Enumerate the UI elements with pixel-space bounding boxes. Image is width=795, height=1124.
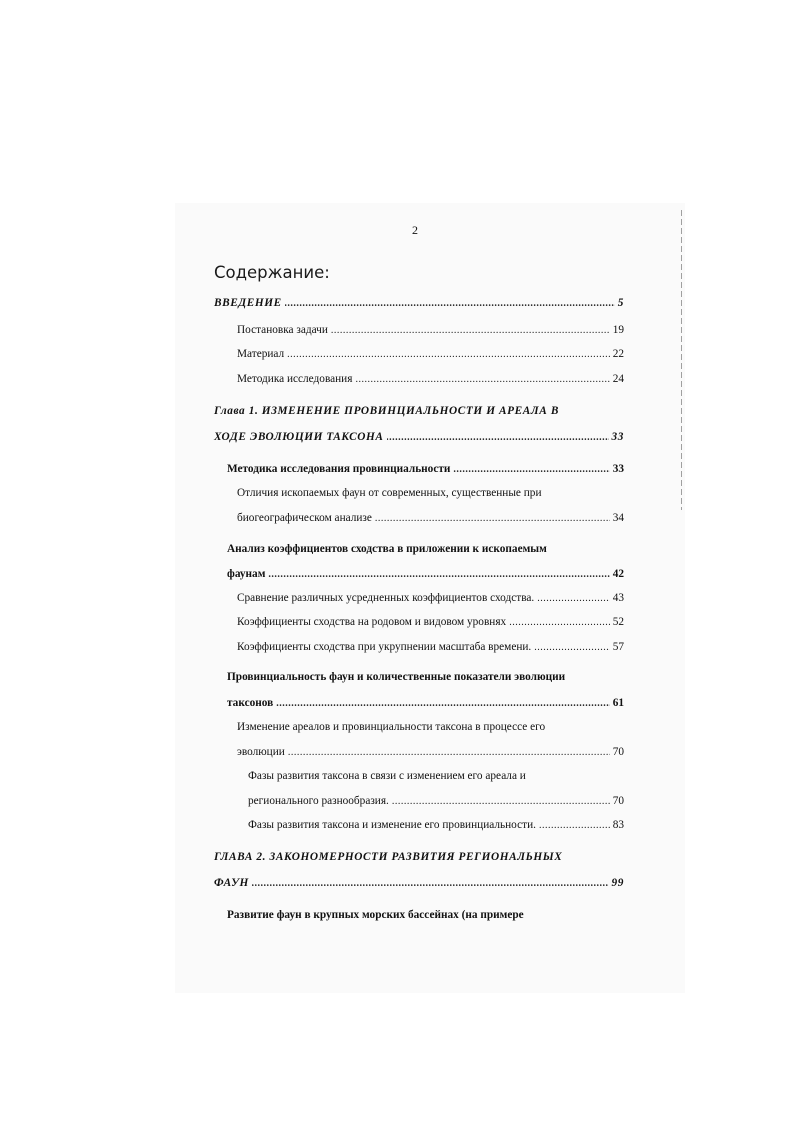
leader-dots — [288, 746, 610, 760]
toc-entry-provinciality-evolution — [227, 696, 624, 711]
leader-dots — [276, 697, 610, 711]
toc-entry-phases-range — [248, 794, 624, 809]
toc-entry-title: Коэффициенты сходства при укрупнении масштаба времени. — [237, 641, 532, 653]
toc-entry-fossil-faunas-line1: Отличия ископаемых фаун от современных, существенные при — [237, 487, 542, 499]
toc-entry-provinciality-evolution-line1: Провинциальность фаун и количественные показатели эволюции — [227, 671, 566, 683]
toc-entry-title: Фазы развития таксона и изменение его провинциальности. — [248, 819, 536, 831]
toc-entry-page: 34 — [612, 512, 624, 524]
leader-dots — [534, 641, 609, 655]
contents-heading: Содержание: — [214, 263, 330, 282]
page-edge-mark — [681, 210, 682, 510]
toc-entry-title: Постановка задачи — [237, 324, 328, 336]
toc-entry-problem-statement — [237, 323, 624, 338]
leader-dots — [287, 348, 610, 362]
toc-entry-page: 83 — [612, 819, 624, 831]
toc-entry-phases-provinciality — [248, 818, 624, 833]
toc-entry-page: 52 — [612, 616, 624, 628]
leader-dots — [375, 512, 610, 526]
toc-entry-chapter2-line1: ГЛАВА 2. ЗАКОНОМЕРНОСТИ РАЗВИТИЯ РЕГИОНАЛЬНЫХ — [214, 851, 563, 863]
toc-entry-page: 61 — [612, 697, 624, 709]
toc-entry-page: 99 — [611, 877, 624, 889]
leader-dots — [268, 568, 609, 582]
leader-dots — [252, 877, 609, 891]
leader-dots — [509, 616, 610, 630]
toc-entry-page: 33 — [611, 431, 624, 443]
toc-entry-title: Сравнение различных усредненных коэффициентов сходства. — [237, 592, 535, 604]
toc-entry-title: Коэффициенты сходства на родовом и видовом уровнях — [237, 616, 507, 628]
toc-entry-chapter1 — [214, 430, 624, 445]
toc-entry-fossil-faunas — [237, 511, 624, 526]
toc-entry-introduction — [214, 296, 624, 311]
leader-dots — [453, 463, 609, 477]
page-number: 2 — [412, 223, 418, 237]
toc-entry-page: 42 — [612, 568, 624, 580]
leader-dots — [331, 324, 610, 338]
toc-entry-page: 70 — [612, 795, 624, 807]
leader-dots — [539, 819, 610, 833]
leader-dots — [537, 592, 609, 606]
toc-entry-chapter1-line1: Глава 1. ИЗМЕНЕНИЕ ПРОВИНЦИАЛЬНОСТИ И АРЕАЛА В — [214, 405, 559, 417]
toc-entry-page: 33 — [612, 463, 624, 475]
toc-entry-page: 70 — [612, 746, 624, 758]
toc-entry-title: ХОДЕ ЭВОЛЮЦИИ ТАКСОНА — [214, 431, 384, 443]
toc-entry-page: 57 — [612, 641, 624, 653]
toc-entry-page: 43 — [612, 592, 624, 604]
toc-entry-page: 19 — [612, 324, 624, 336]
leader-dots — [392, 795, 610, 809]
toc-entry-methods — [237, 372, 624, 387]
leader-dots — [285, 297, 615, 311]
toc-entry-phases-range-line1: Фазы развития таксона в связи с изменением его ареала и — [248, 770, 526, 782]
leader-dots — [387, 431, 609, 445]
toc-entry-title: таксонов — [227, 697, 274, 709]
toc-entry-page: 22 — [612, 348, 624, 360]
toc-entry-time-scale — [237, 640, 624, 655]
toc-entry-similarity-analysis — [227, 567, 624, 582]
toc-entry-similarity-analysis-line1: Анализ коэффициентов сходства в приложении к ископаемым — [227, 543, 547, 555]
toc-entry-title: Материал — [237, 348, 285, 360]
toc-entry-genus-species-levels — [237, 615, 624, 630]
toc-entry-marine-basins: Развитие фаун в крупных морских бассейнах (на примере — [227, 909, 524, 921]
toc-entry-range-change-line1: Изменение ареалов и провинциальности таксона в процессе его — [237, 721, 546, 733]
toc-entry-title: биогеографическом анализе — [237, 512, 372, 524]
toc-entry-chapter2 — [214, 876, 624, 891]
toc-entry-title: Методика исследования — [237, 373, 353, 385]
toc-entry-title: регионального разнообразия. — [248, 795, 389, 807]
toc-entry-title: фаунам — [227, 568, 266, 580]
toc-entry-page: 5 — [617, 297, 624, 309]
toc-entry-title: ФАУН — [214, 877, 249, 889]
toc-entry-provinciality-methods — [227, 462, 624, 477]
toc-entry-range-change — [237, 745, 624, 760]
leader-dots — [355, 373, 609, 387]
toc-entry-title: Методика исследования провинциальности — [227, 463, 451, 475]
toc-entry-title: эволюции — [237, 746, 285, 758]
toc-entry-material — [237, 347, 624, 362]
toc-entry-page: 24 — [612, 373, 624, 385]
toc-entry-title: ВВЕДЕНИЕ — [214, 297, 282, 309]
toc-entry-coefficient-comparison — [237, 591, 624, 606]
